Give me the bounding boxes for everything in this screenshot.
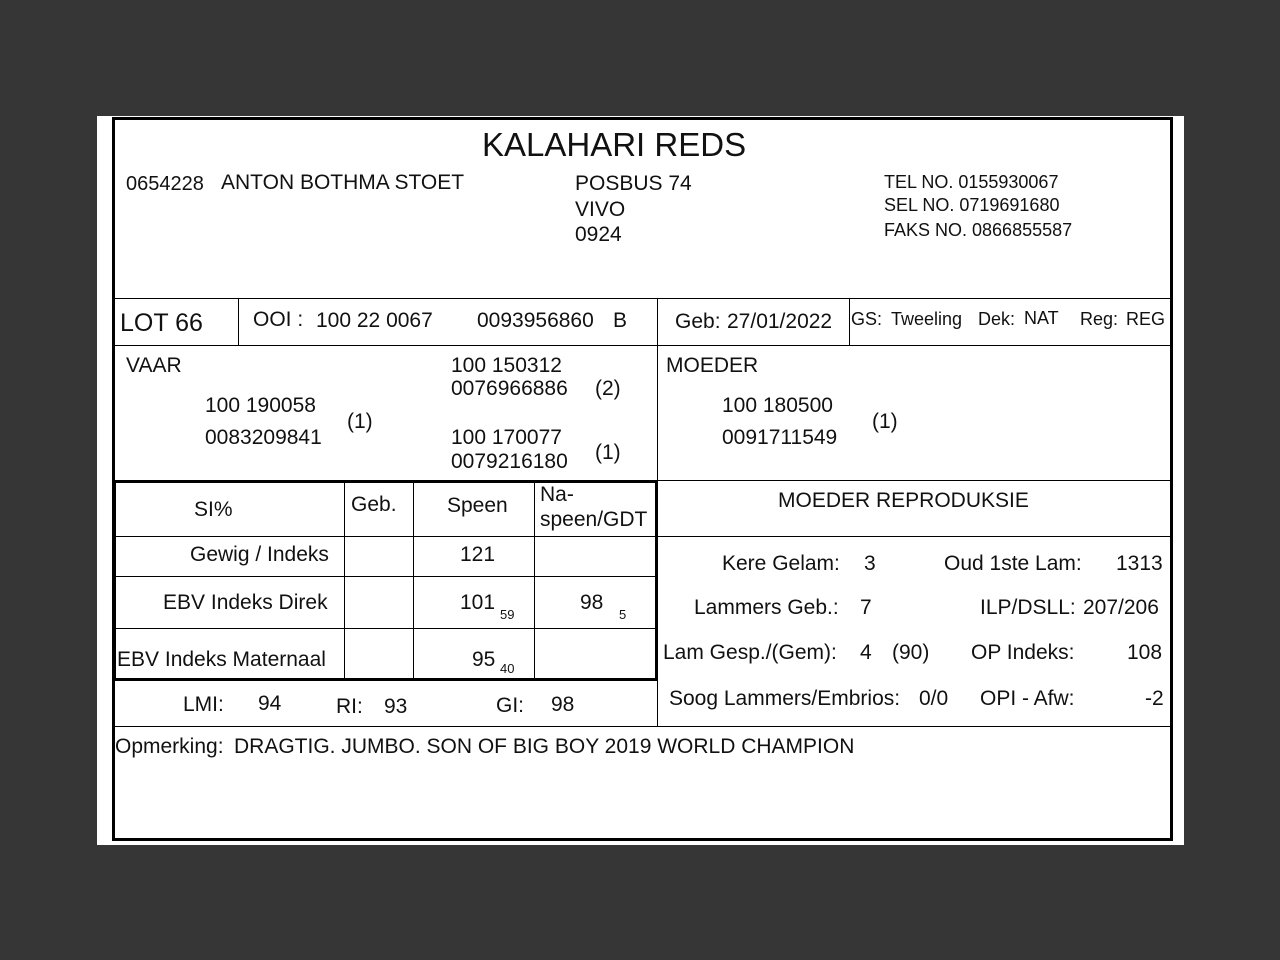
divider-header-bottom: [114, 298, 1172, 299]
ebv-direct-weaning-accuracy: 59: [500, 607, 515, 622]
divider-perf-row2: [114, 628, 658, 629]
ri-label: RI:: [336, 695, 363, 718]
col-header-si: SI%: [194, 498, 233, 521]
divider-perf-row1: [114, 576, 658, 577]
ebv-direct-post-weaning: 98: [580, 591, 604, 614]
sire-dam-number: 100 170077: [451, 426, 562, 449]
col-header-post-weaning-1: Na-: [540, 483, 574, 506]
dam-registration: 0091711549: [722, 426, 838, 449]
mating-value: NAT: [1024, 308, 1059, 328]
remarks-label: Opmerking:: [115, 735, 224, 758]
ebv-maternal-weaning: 95: [472, 648, 496, 671]
reproduction-heading: MOEDER REPRODUKSIE: [778, 489, 1029, 512]
sire-grade: (1): [347, 410, 373, 433]
lambs-weaned-label: Lam Gesp./(Gem):: [663, 641, 837, 664]
sire-dam-registration: 0079216180: [451, 450, 568, 473]
divider-perf-col1: [344, 480, 345, 678]
dam-heading: MOEDER: [666, 354, 759, 377]
birth-status-value: Tweeling: [891, 309, 963, 329]
address-line-1: POSBUS 74: [575, 172, 692, 195]
ooi-grade: B: [613, 309, 628, 332]
lambs-weaned-average: (90): [892, 641, 930, 664]
col-header-post-weaning-2: speen/GDT: [540, 508, 648, 531]
ilp-dsll-value: 207/206: [1083, 596, 1159, 619]
row-label-weight-index: Gewig / Indeks: [190, 543, 329, 566]
foster-lambs-label: Soog Lammers/Embrios:: [669, 687, 901, 710]
breeder-name: ANTON BOTHMA STOET: [221, 171, 465, 194]
row-label-ebv-maternal: EBV Indeks Maternaal: [117, 648, 326, 671]
address-line-2: VIVO: [575, 198, 626, 221]
sire-heading: VAAR: [126, 354, 182, 377]
ebv-direct-post-weaning-accuracy: 5: [619, 607, 627, 622]
col-header-weaning: Speen: [447, 494, 508, 517]
registration-value: REG: [1126, 309, 1166, 329]
divider-lot-ooi: [238, 299, 239, 345]
ri-value: 93: [384, 695, 408, 718]
registration-label: Reg:: [1080, 309, 1119, 329]
divider-perf-header: [114, 536, 1172, 537]
dam-number: 100 180500: [722, 394, 833, 417]
lmi-value: 94: [258, 692, 282, 715]
birth-status-label: GS:: [851, 309, 883, 329]
divider-indexes-bottom: [114, 726, 1172, 727]
divider-lot-bottom: [114, 345, 1172, 346]
op-index-value: 108: [1127, 641, 1163, 664]
times-lambed-label: Kere Gelam:: [722, 552, 840, 575]
divider-geb-gs: [849, 299, 850, 345]
cell-number: SEL NO. 0719691680: [884, 195, 1060, 215]
sire-registration: 0083209841: [205, 426, 322, 449]
row-label-ebv-direct: EBV Indeks Direk: [163, 591, 328, 614]
weight-index-weaning: 121: [460, 543, 496, 566]
lmi-label: LMI:: [183, 693, 224, 716]
breeder-id: 0654228: [126, 173, 204, 195]
dam-grade: (1): [872, 410, 898, 433]
times-lambed-value: 3: [864, 552, 876, 575]
divider-perf-right: [655, 480, 658, 680]
birth-date: 27/01/2022: [727, 310, 833, 333]
col-header-birth: Geb.: [351, 493, 397, 516]
fax-number: FAKS NO. 0866855587: [884, 220, 1073, 240]
mating-label: Dek:: [978, 309, 1016, 329]
opi-deviation-label: OPI - Afw:: [980, 687, 1075, 710]
ilp-dsll-label: ILP/DSLL:: [980, 596, 1076, 619]
sire-dam-grade: (1): [595, 441, 621, 464]
sire-sire-number: 100 150312: [451, 354, 562, 377]
sire-sire-grade: (2): [595, 377, 621, 400]
gi-label: GI:: [496, 694, 525, 717]
address-line-3: 0924: [575, 223, 622, 246]
remarks-text: DRAGTIG. JUMBO. SON OF BIG BOY 2019 WORLD CHAMPION: [234, 735, 855, 758]
ebv-direct-weaning: 101: [460, 591, 496, 614]
divider-perf-row3: [114, 678, 658, 681]
age-first-lamb-label: Oud 1ste Lam:: [944, 552, 1082, 575]
lambs-born-value: 7: [860, 596, 872, 619]
divider-perf-col3: [534, 480, 535, 678]
lambs-weaned-value: 4: [860, 641, 872, 664]
divider-pedigree-bottom: [114, 480, 658, 483]
lambs-born-label: Lammers Geb.:: [694, 596, 839, 619]
divider-perf-col2: [413, 480, 414, 678]
birth-label: Geb:: [675, 310, 721, 333]
foster-lambs-value: 0/0: [919, 687, 949, 710]
breed-title: KALAHARI REDS: [482, 126, 747, 163]
sire-sire-registration: 0076966886: [451, 377, 568, 400]
ebv-maternal-weaning-accuracy: 40: [500, 661, 515, 676]
ooi-registration: 0093956860: [477, 309, 594, 332]
lot-number: LOT 66: [120, 309, 203, 337]
sire-number: 100 190058: [205, 394, 316, 417]
ooi-number: 100 22 0067: [316, 309, 433, 332]
divider-perf-left: [113, 480, 116, 680]
op-index-label: OP Indeks:: [971, 641, 1075, 664]
ooi-label: OOI :: [253, 308, 304, 331]
age-first-lamb-value: 1313: [1116, 552, 1163, 575]
opi-deviation-value: -2: [1145, 687, 1164, 710]
telephone-number: TEL NO. 0155930067: [884, 172, 1059, 192]
gi-value: 98: [551, 693, 575, 716]
divider-pedigree-bottom-right: [658, 480, 1172, 481]
